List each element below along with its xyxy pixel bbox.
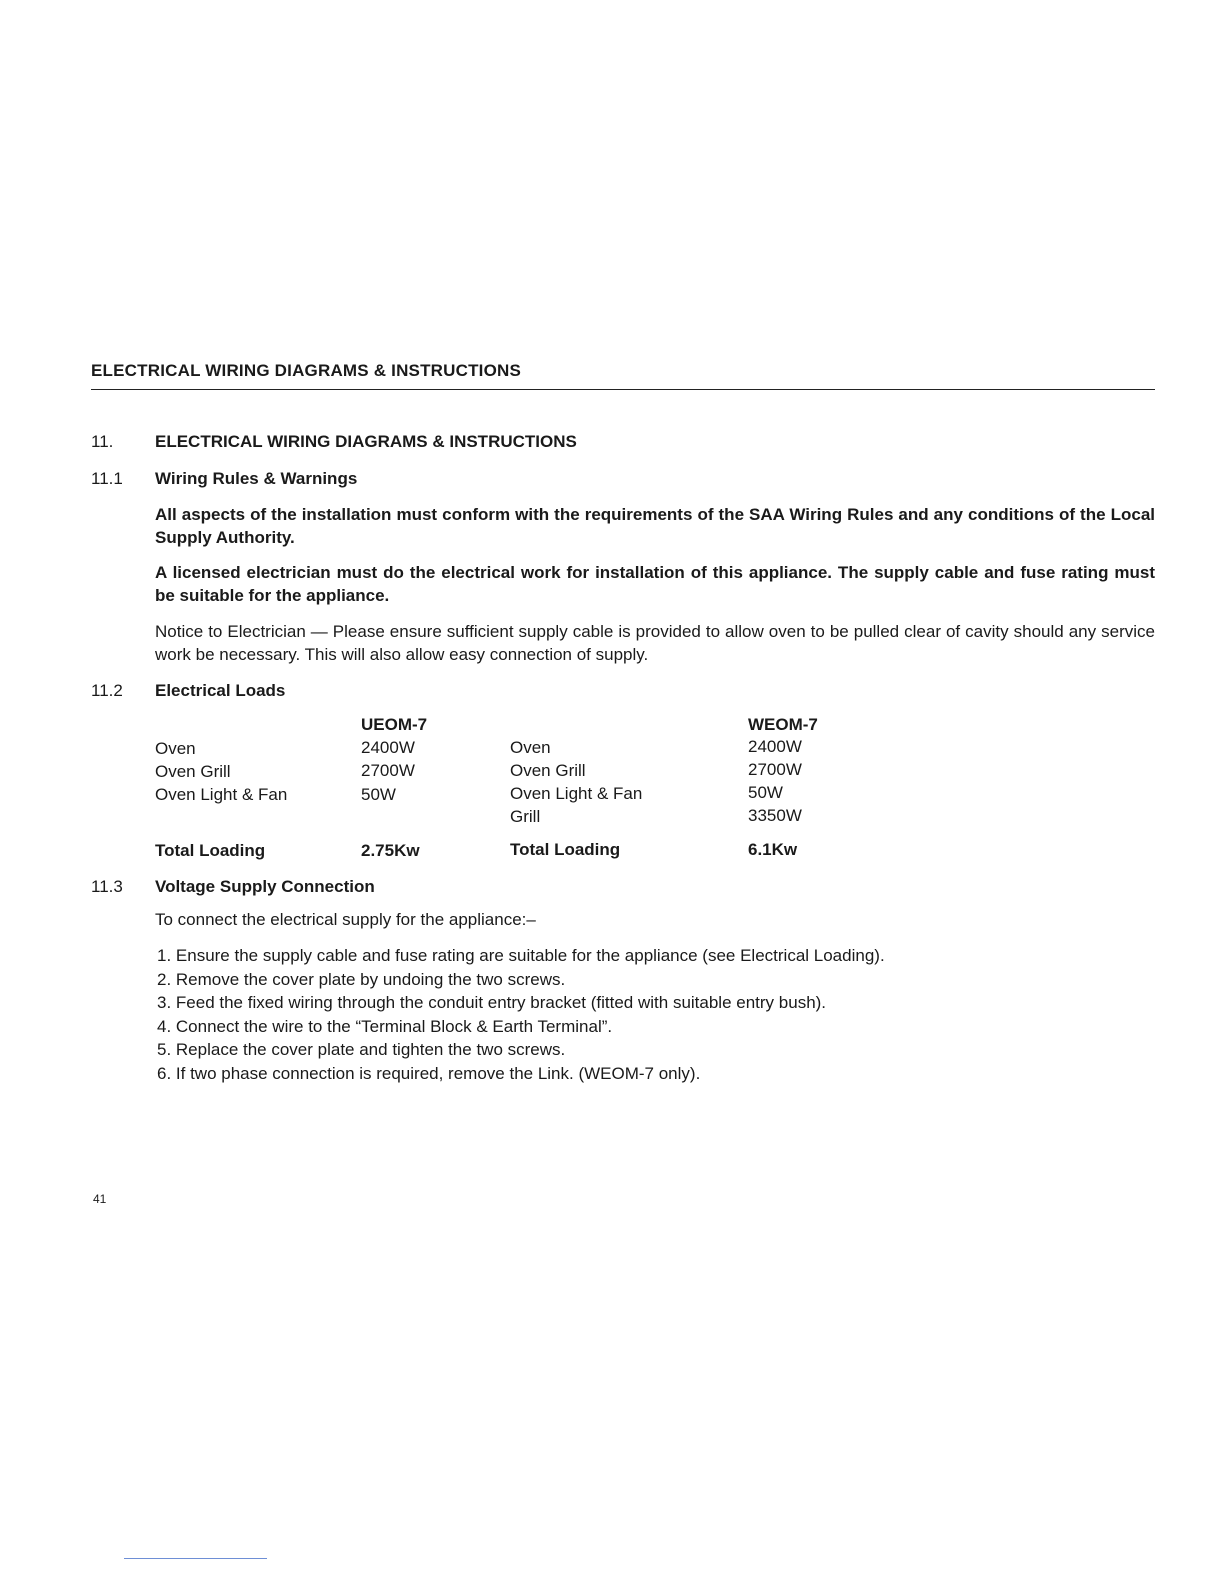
load-label: Oven Light & Fan <box>155 785 288 804</box>
load-label: Oven Light & Fan <box>510 784 643 803</box>
subsection-title-voltage-supply: Voltage Supply Connection <box>155 877 375 896</box>
page-number: 41 <box>93 1192 107 1206</box>
subsection-number-11-2: 11.2 <box>91 681 123 700</box>
list-item: 5. Replace the cover plate and tighten the two screws. <box>157 1040 566 1060</box>
subsection-title-electrical-loads: Electrical Loads <box>155 681 286 700</box>
total-loading-value: 2.75Kw <box>361 841 420 860</box>
load-value: 2700W <box>748 760 802 779</box>
voltage-supply-intro: To connect the electrical supply for the appliance:– <box>155 910 536 929</box>
total-loading-label: Total Loading <box>510 840 621 859</box>
total-loading-value: 6.1Kw <box>748 840 798 859</box>
licensed-electrician-paragraph: A licensed electrician must do the electrical work for installation of this appliance. The supply cable and fuse rating must be suitable for the appliance. <box>155 563 1155 605</box>
load-value: 2400W <box>748 737 802 756</box>
model-header-ueom7: UEOM-7 <box>361 715 428 734</box>
list-item: 2. Remove the cover plate by undoing the two screws. <box>157 969 566 989</box>
section-number: 11. <box>91 432 114 451</box>
wiring-rules-paragraph: All aspects of the installation must conform with the requirements of the SAA Wiring Rules and any conditions of the Local Supply Authority. <box>155 505 1155 547</box>
load-value: 50W <box>748 783 783 802</box>
load-label: Oven <box>155 739 196 758</box>
model-header-weom7: WEOM-7 <box>748 715 818 734</box>
total-loading-label: Total Loading <box>155 841 266 860</box>
subsection-number-11-1: 11.1 <box>91 469 123 488</box>
subsection-number-11-3: 11.3 <box>91 877 123 896</box>
list-item: 6. If two phase connection is required, remove the Link. (WEOM-7 only). <box>157 1063 701 1083</box>
load-value: 50W <box>361 785 396 804</box>
list-item: 4. Connect the wire to the “Terminal Block & Earth Terminal”. <box>157 1016 613 1036</box>
subsection-title-wiring-rules: Wiring Rules & Warnings <box>155 469 358 488</box>
load-value: 2700W <box>361 761 415 780</box>
load-value: 3350W <box>748 806 802 825</box>
notice-to-electrician-paragraph: Notice to Electrician — Please ensure sufficient supply cable is provided to allow oven to be pulled clear of cavity should any service work be necessary. This will also allow easy connection of supply. <box>155 622 1155 664</box>
header-divider <box>91 389 1155 390</box>
load-label: Oven Grill <box>155 762 231 781</box>
list-item: 3. Feed the fixed wiring through the conduit entry bracket (fitted with suitable entry bush). <box>157 993 827 1013</box>
footer-scan-line <box>124 1558 267 1559</box>
load-label: Grill <box>510 807 541 826</box>
connection-steps-list <box>157 944 885 1086</box>
page-header-title: ELECTRICAL WIRING DIAGRAMS & INSTRUCTIONS <box>91 361 522 380</box>
load-label: Oven <box>510 738 551 757</box>
load-value: 2400W <box>361 738 415 757</box>
list-item: 1. Ensure the supply cable and fuse rating are suitable for the appliance (see Electrical Loading). <box>157 946 885 965</box>
load-label: Oven Grill <box>510 761 586 780</box>
section-title: ELECTRICAL WIRING DIAGRAMS & INSTRUCTIONS <box>155 432 577 451</box>
